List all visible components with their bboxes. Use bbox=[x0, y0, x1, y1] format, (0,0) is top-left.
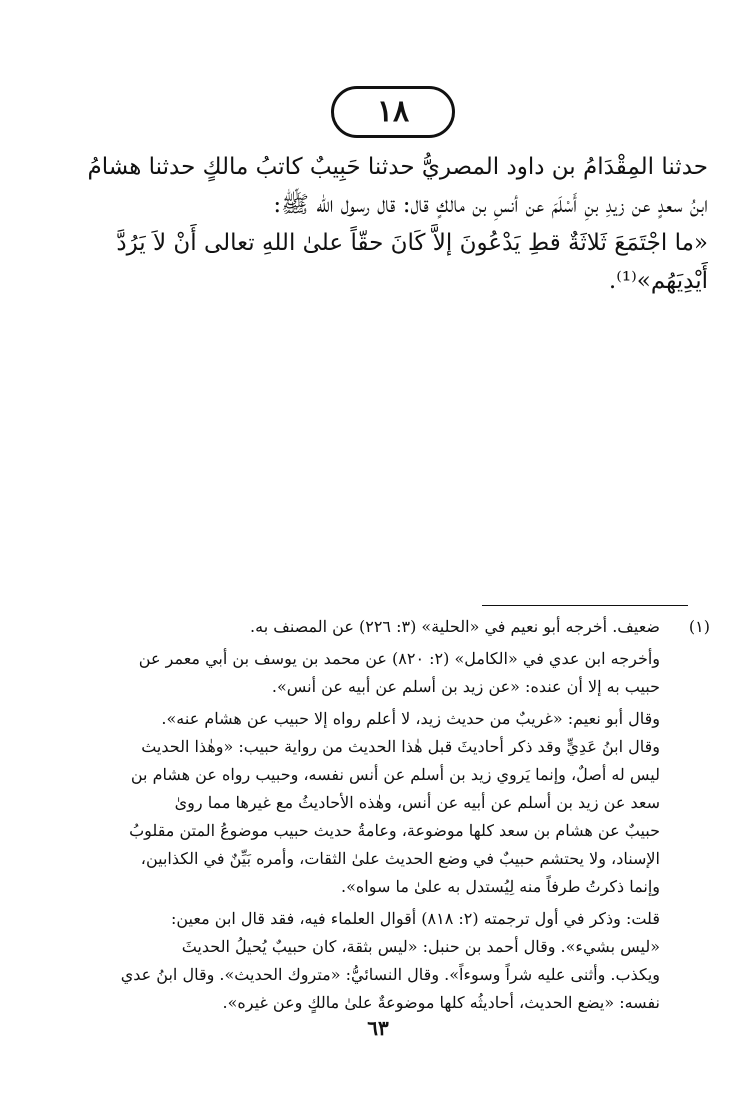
footnote-body bbox=[88, 613, 660, 1017]
footnote-line: سعد عن زيد بن أسلم عن أبيه عن أنس، وهٰذه الأحاديثُ مع غيرها مما روىٰ bbox=[174, 793, 660, 812]
hadith-line: أَيْدِيَهُم»⁽¹⁾. bbox=[608, 268, 708, 294]
hadith-text bbox=[52, 148, 708, 300]
footnote-line: وإنما ذكرتُ طرفاً منه لِيُستدل به علىٰ ما سواه». bbox=[341, 877, 660, 896]
footnote-marker: (١) bbox=[688, 617, 710, 636]
footnote-divider bbox=[482, 605, 688, 606]
hadith-line: «ما اجْتَمَعَ ثَلاثَةٌ قطِ يَدْعُونَ إلاَّ كَانَ حقّاً علىٰ اللهِ تعالى أَنْ لاَ يَرُدَّ bbox=[116, 230, 708, 256]
footnote-line: حبيب به إلا أن عنده: «عن زيد بن أسلم عن أبيه عن أنس». bbox=[271, 677, 660, 696]
footnote-line: «ليس بشيء». وقال أحمد بن حنبل: «ليس بثقة، كان حبيبٌ يُحيلُ الحديثَ bbox=[181, 937, 660, 956]
footnote-line: ليس له أصلٌ، وإنما يَروي زيد بن أسلم عن أنس نفسه، وحبيب رواه عن هشام بن bbox=[130, 765, 660, 784]
page-number: ٦٣ bbox=[367, 1016, 389, 1040]
hadith-number: ١٨ bbox=[376, 94, 410, 129]
footnote-line: الإسناد، ولا يحتشم حبيبٌ في وضع الحديث علىٰ الثقات، وأمره بَيِّنٌ في الكذابين، bbox=[140, 849, 660, 868]
footnote-line: ويكذب. وأثنى عليه شراً وسوءاً». وقال النسائيُّ: «متروك الحديث». وقال ابنُ عدي bbox=[120, 965, 660, 984]
footnote-line: قلت: وذكر في أول ترجمته (٢: ٨١٨) أقوال العلماء فيه، فقد قال ابن معين: bbox=[170, 909, 660, 928]
hadith-line: ابنُ سعدٍ عن زيدِ بنِ أَسْلَمَ عن أنسِ بن مالكٍ قال: قال رسول الله ﷺ: bbox=[273, 192, 708, 218]
hadith-number-badge bbox=[331, 86, 455, 138]
footnote-line: وقال أبو نعيم: «غريبٌ من حديث زيد، لا أعلم رواه إلا حبيب عن هشام عنه». bbox=[161, 709, 660, 728]
footnote-line: ضعيف. أخرجه أبو نعيم في «الحلية» (٣: ٢٢٦) عن المصنف به. bbox=[250, 617, 660, 636]
footnote-line: حبيبٌ عن هشام بن سعد كلها موضوعة، وعامةُ حديث حبيب موضوعُ المتن مقلوبُ bbox=[129, 821, 660, 840]
footnote-line: وأخرجه ابن عدي في «الكامل» (٢: ٨٢٠) عن محمد بن يوسف بن أبي معمر عن bbox=[138, 649, 660, 668]
footnote-line: نفسه: «يضع الحديث، أحاديثُه كلها موضوعةٌ علىٰ مالكٍ وعن غيره». bbox=[222, 993, 660, 1012]
footnotes bbox=[88, 613, 708, 1017]
footnote-line: وقال ابنُ عَدِيٍّ وقد ذكر أحاديثَ قبل هٰذا الحديث من رواية حبيب: «وهٰذا الحديث bbox=[141, 737, 660, 756]
hadith-line: حدثنا المِقْدَامُ بن داود المصريُّ حدثنا حَبِيبٌ كاتبُ مالكٍ حدثنا هشامُ bbox=[87, 154, 708, 180]
